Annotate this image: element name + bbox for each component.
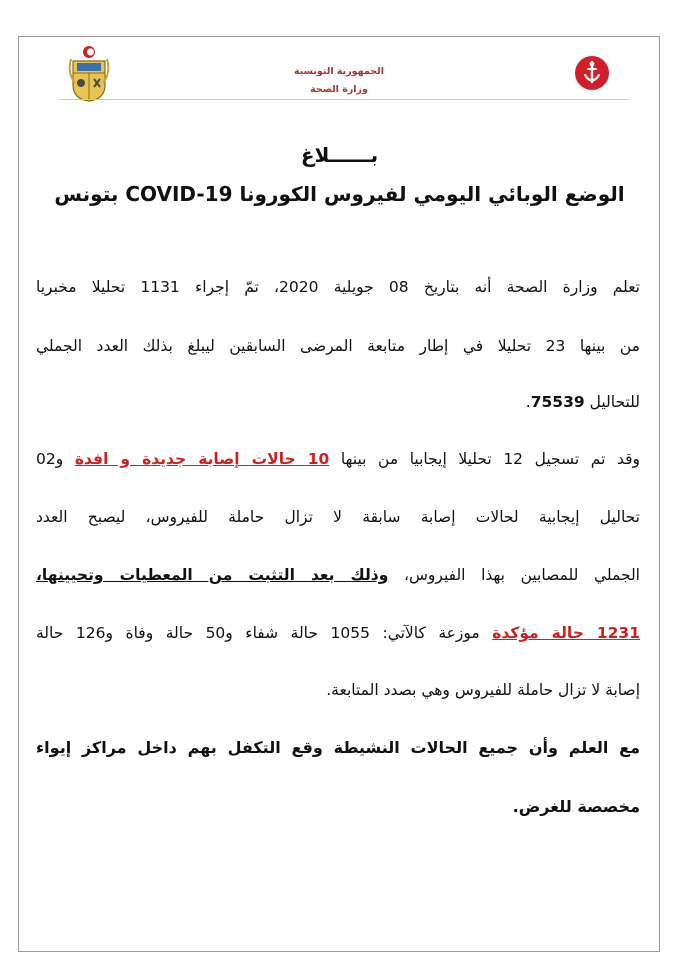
p1-line2: من بينها 23 تحليلا في إطار متابعة المرضى السابقين ليبلغ بذلك العدد الجملي xyxy=(36,337,640,355)
p2-line1 xyxy=(36,450,640,468)
ministry-heading xyxy=(219,63,459,99)
p2-line1-a: وقد تم تسجيل 12 تحليلا إيجابيا من بينها xyxy=(329,450,641,468)
total-tests-value: 75539 xyxy=(530,393,585,411)
p1-line3-end: . xyxy=(525,393,531,411)
new-cases-highlight: 10 حالات إصابة جديدة و افدة xyxy=(74,450,330,468)
p2-line2: تحاليل إيجابية لحالات إصابة سابقة لا تزال حاملة للفيروس، ليصبح العدد xyxy=(36,508,640,526)
p2-line3 xyxy=(36,566,640,584)
p2-line1-b: و02 xyxy=(36,450,75,468)
p2-line4 xyxy=(36,624,640,642)
p2-line3-a: الجملي للمصابين بهذا الفيروس، xyxy=(388,566,640,584)
announcement-subtitle: الوضع الوبائي اليومي لفيروس الكورونا COVID-19 بتونس xyxy=(54,182,625,206)
tunisia-coat-of-arms-icon xyxy=(67,43,111,103)
p1-line3 xyxy=(36,393,640,411)
header-divider xyxy=(59,99,629,100)
ministry-name: وزارة الصحة xyxy=(310,84,368,95)
p3-line2: مخصصة للغرض. xyxy=(512,797,640,816)
republic-name: الجمهورية التونسية xyxy=(294,66,384,77)
p2-line4-b: موزعة كالآتي: 1055 حالة شفاء و50 حالة وفاة و126 حالة xyxy=(36,624,493,642)
ministry-of-health-logo-icon xyxy=(574,55,610,91)
confirmed-cases-highlight: 1231 حالة مؤكدة xyxy=(492,624,640,642)
announcement-title: بــــــلاغ xyxy=(300,143,379,167)
letterhead xyxy=(19,37,659,127)
p1-line3-text: للتحاليل xyxy=(584,393,640,411)
p3-line1: مع العلم وأن جميع الحالات النشيطة وقع التكفل بهم داخل مراكز إيواء xyxy=(36,738,640,757)
p1-line1: تعلم وزارة الصحة أنه بتاريخ 08 جويلية 2020، تمّ إجراء 1131 تحليلا مخبريا xyxy=(36,278,640,296)
p2-line5: إصابة لا تزال حاملة للفيروس وهي بصدد المتابعة. xyxy=(326,681,640,699)
verification-note: وذلك بعد التثبت من المعطيات وتحيينها، xyxy=(36,566,389,584)
